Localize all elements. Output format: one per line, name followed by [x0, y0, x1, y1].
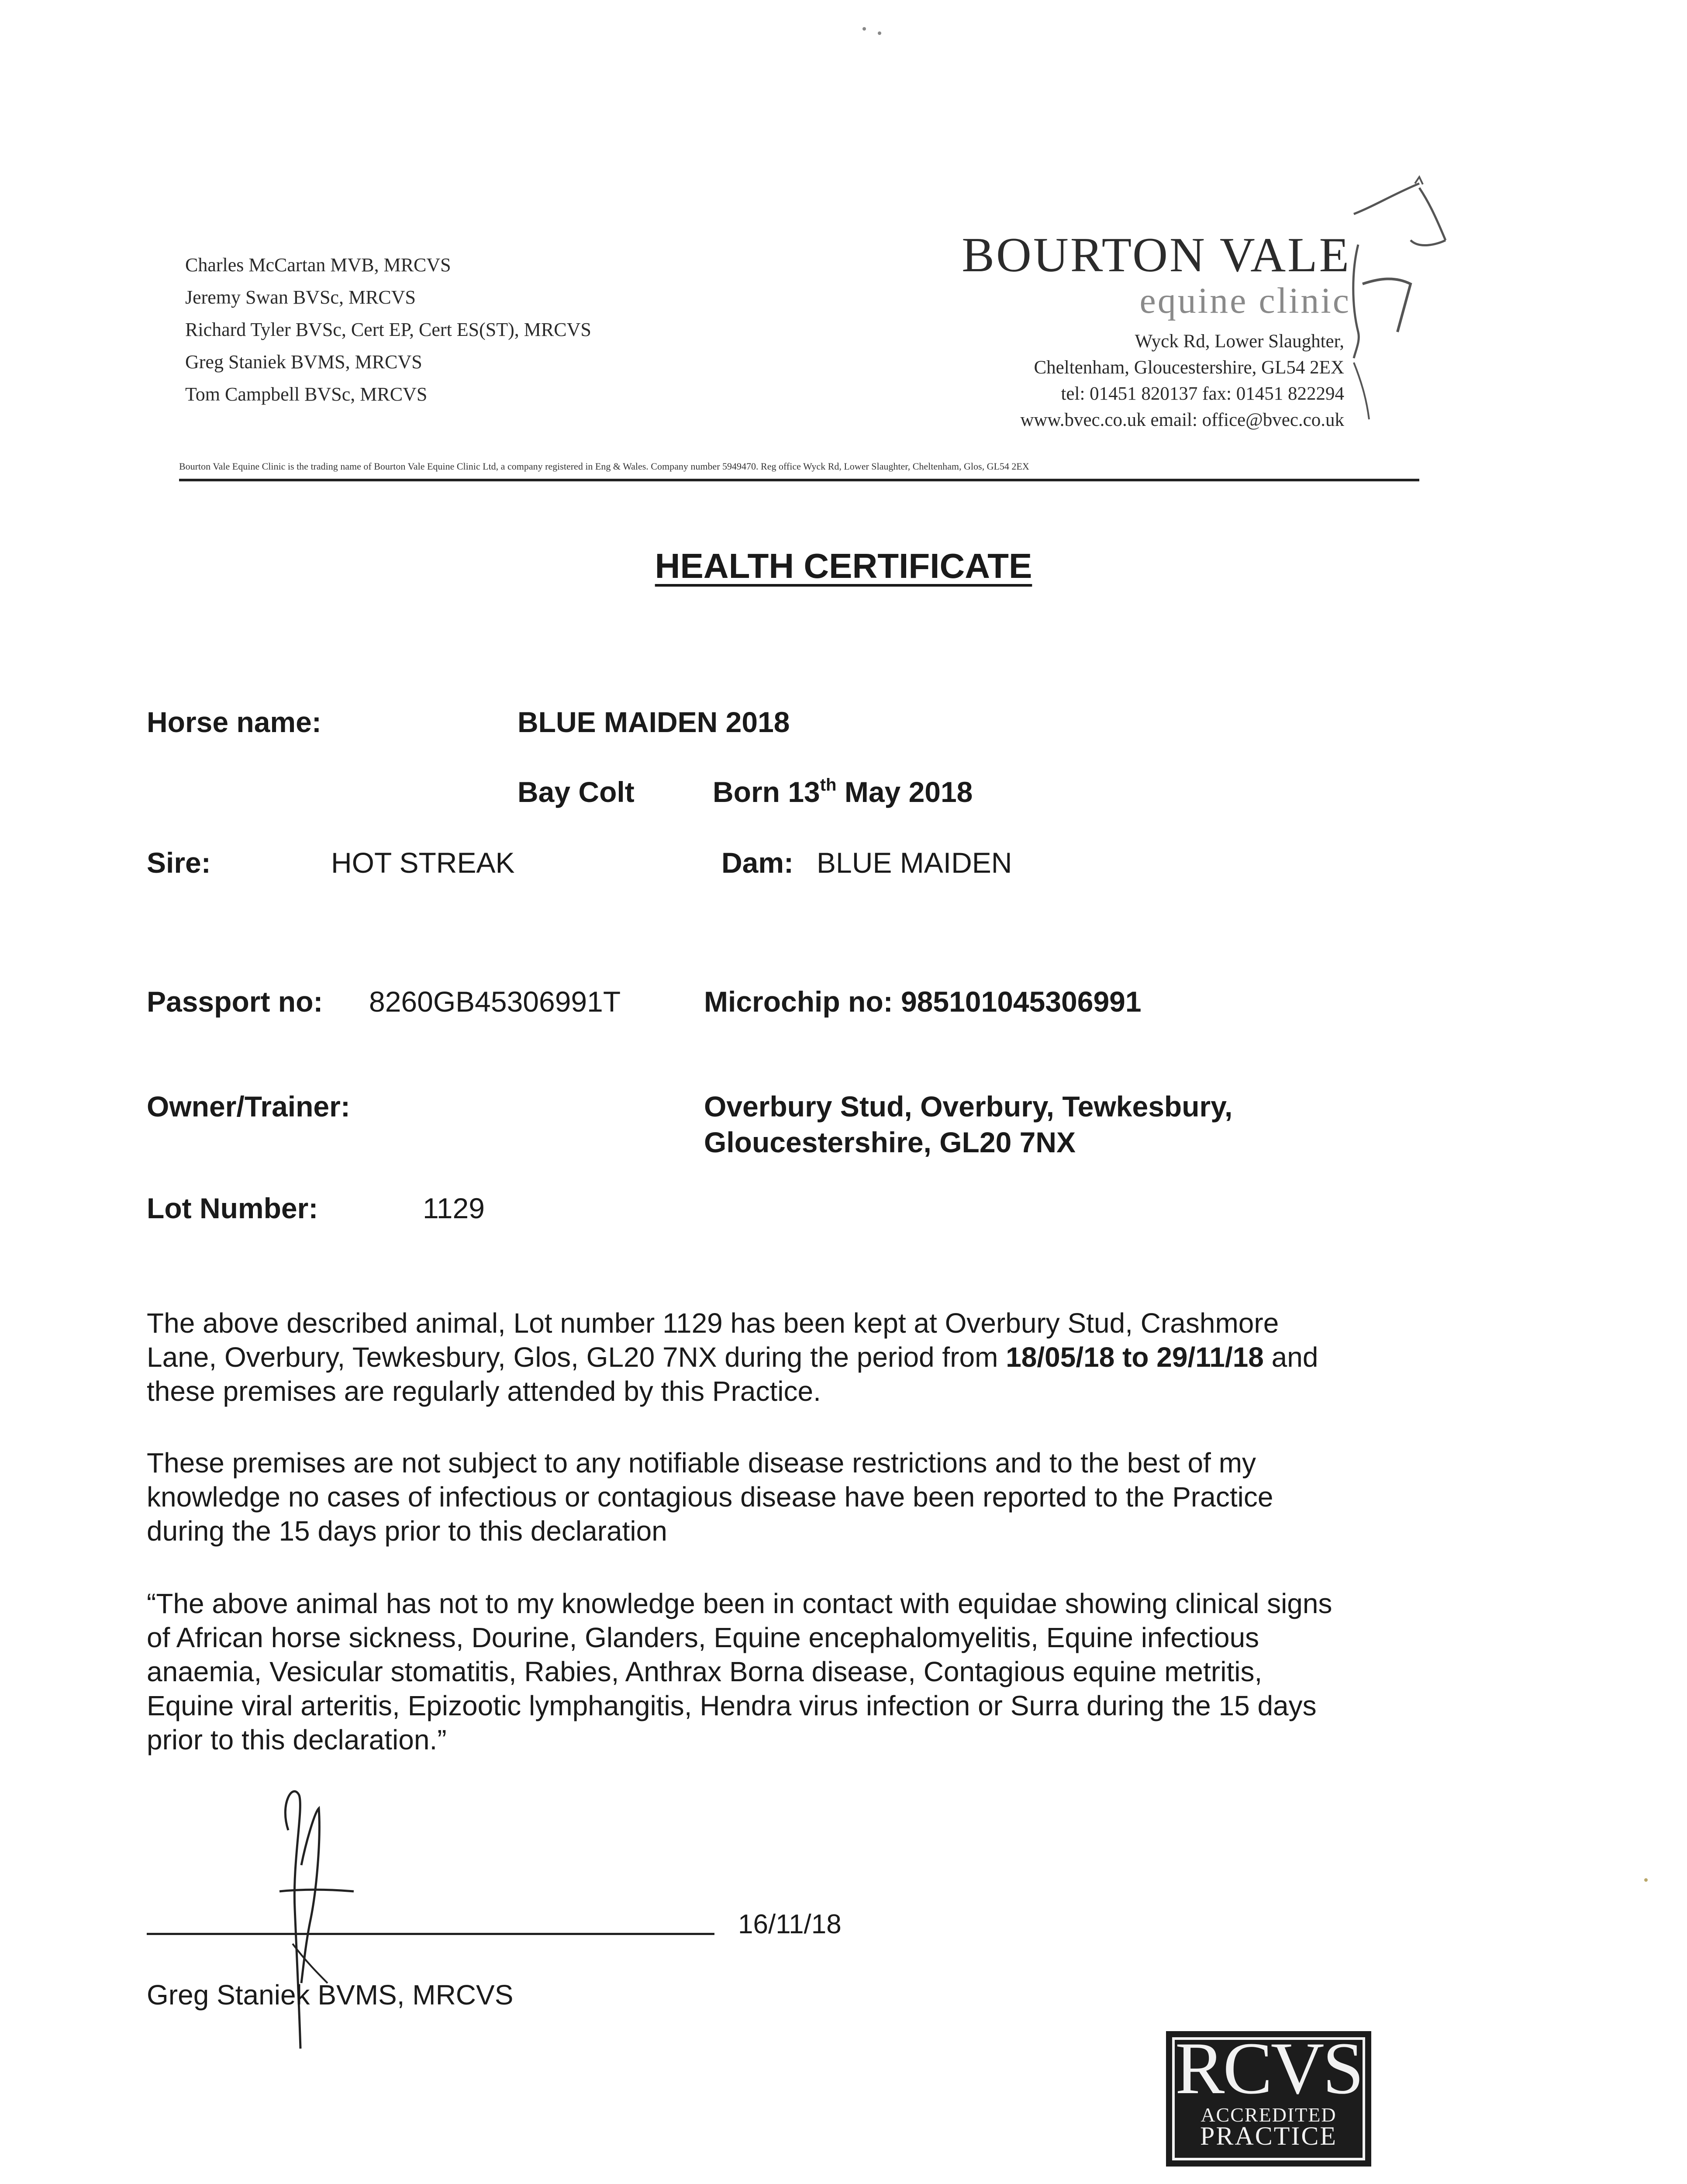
scan-speck: [1644, 1878, 1648, 1882]
clinic-address: [1020, 328, 1344, 433]
badge-line-1: ACCREDITED: [1201, 2104, 1337, 2126]
paragraph-line: knowledge no cases of infectious or contagious disease have been reported to the Practice: [147, 1481, 1273, 1513]
horse-description: Bay Colt: [517, 776, 635, 808]
title-text: HEALTH CERTIFICATE: [655, 546, 1032, 585]
paragraph-line: “The above animal has not to my knowledge been in contact with equidae showing clinical signs: [147, 1588, 1332, 1619]
horse-name-label: Horse name:: [147, 706, 321, 738]
sire-label: Sire:: [147, 847, 211, 879]
web-line: www.bvec.co.uk email: office@bvec.co.uk: [1020, 410, 1344, 430]
date-from: 18/05/18: [1006, 1341, 1115, 1373]
owner-line-2: Gloucestershire, GL20 7NX: [704, 1126, 1076, 1158]
signature-line: [147, 1933, 714, 1935]
signature-date: 16/11/18: [738, 1909, 842, 1939]
scan-speck: [862, 27, 866, 31]
address-line: Cheltenham, Gloucestershire, GL54 2EX: [1034, 357, 1344, 378]
vet-name: Greg Staniek BVMS, MRCVS: [185, 351, 422, 373]
vets-list: [185, 249, 591, 411]
text-span: and: [1263, 1341, 1318, 1373]
born-prefix: Born 13: [713, 776, 820, 808]
born-suffix: May 2018: [836, 776, 973, 808]
lot-number-label: Lot Number:: [147, 1192, 318, 1224]
dam-label: Dam:: [721, 847, 794, 879]
vet-name: Charles McCartan MVB, MRCVS: [185, 254, 451, 276]
microchip-field: Microchip no: 985101045306991: [704, 985, 1142, 1018]
born-ordinal: th: [820, 775, 837, 795]
passport-value: 8260GB45306991T: [369, 985, 621, 1018]
paragraph-line: these premises are regularly attended by this Practice.: [147, 1375, 821, 1407]
owner-label: Owner/Trainer:: [147, 1090, 350, 1123]
paragraph-line: These premises are not subject to any notifiable disease restrictions and to the best of my: [147, 1447, 1256, 1479]
paragraph-line: [147, 1340, 1492, 1374]
legal-notice: Bourton Vale Equine Clinic is the trading name of Bourton Vale Equine Clinic Ltd, a company registered in Eng & Wales. Company number 5949470. Reg office Wyck Rd, Lower Slaughter, Cheltenham, Glos, GL54 2EX: [179, 461, 1029, 472]
paragraph-line: prior to this declaration.”: [147, 1724, 447, 1755]
vet-name: Tom Campbell BVSc, MRCVS: [185, 384, 428, 405]
lot-number-value: 1129: [423, 1192, 485, 1224]
handwritten-signature: [262, 1778, 376, 2057]
vet-name: Richard Tyler BVSc, Cert EP, Cert ES(ST), MRCVS: [185, 319, 591, 340]
badge-title: RCVS: [1175, 2027, 1363, 2109]
text-span: Lane, Overbury, Tewkesbury, Glos, GL20 7NX during the period from: [147, 1341, 1006, 1373]
paragraph-line: The above described animal, Lot number 1129 has been kept at Overbury Stud, Crashmore: [147, 1307, 1279, 1339]
dam-value: BLUE MAIDEN: [817, 847, 1012, 879]
paragraph-line: anaemia, Vesicular stomatitis, Rabies, Anthrax Borna disease, Contagious equine metritis,: [147, 1656, 1263, 1687]
signatory-name: Greg Staniek BVMS, MRCVS: [147, 1979, 514, 2011]
horse-head-logo-icon: [1349, 175, 1454, 428]
clinic-name: BOURTON VALE: [962, 228, 1351, 282]
clinic-subtitle: equine clinic: [1139, 280, 1351, 321]
text-to: to: [1114, 1341, 1157, 1373]
passport-label: Passport no:: [147, 985, 323, 1018]
document-title: [0, 546, 1687, 586]
phone-line: tel: 01451 820137 fax: 01451 822294: [1061, 384, 1344, 404]
badge-line-2: PRACTICE: [1200, 2122, 1338, 2150]
vet-name: Jeremy Swan BVSc, MRCVS: [185, 287, 416, 308]
rcvs-accredited-badge: [1166, 2027, 1371, 2167]
scan-speck: [878, 31, 881, 35]
paragraph-disease-restrictions: [147, 1446, 1492, 1548]
paragraph-premises: [147, 1306, 1492, 1408]
sire-value: HOT STREAK: [331, 847, 515, 879]
header-divider: [179, 479, 1419, 481]
paragraph-line: Equine viral arteritis, Epizootic lymphangitis, Hendra virus infection or Surra during the 15 days: [147, 1690, 1317, 1721]
birth-date: [713, 775, 973, 809]
owner-line-1: Overbury Stud, Overbury, Tewkesbury,: [704, 1090, 1233, 1123]
paragraph-line: of African horse sickness, Dourine, Glanders, Equine encephalomyelitis, Equine infectious: [147, 1622, 1259, 1653]
paragraph-declaration: [147, 1586, 1492, 1757]
horse-name-value: BLUE MAIDEN 2018: [517, 706, 790, 738]
paragraph-line: during the 15 days prior to this declaration: [147, 1515, 667, 1547]
date-to: 29/11/18: [1156, 1341, 1264, 1373]
address-line: Wyck Rd, Lower Slaughter,: [1135, 331, 1344, 352]
